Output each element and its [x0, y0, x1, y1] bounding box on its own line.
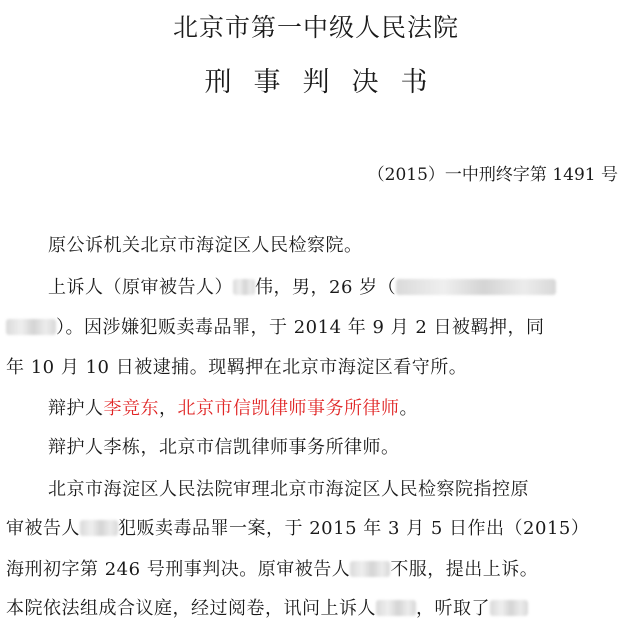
defender-1-line [48, 397, 626, 421]
defender-1-separator: ， [159, 398, 178, 419]
appellant-label: 上诉人（原审被告人） [48, 277, 233, 298]
paragraph-line-4-start: 本院依法组成合议庭，经过阅卷，讯问上诉人 [6, 598, 376, 619]
appellant-line-1 [48, 276, 626, 300]
paragraph-line-4-mid: ，听取了 [416, 598, 490, 619]
defender-1-end: 。 [399, 398, 418, 419]
paragraph-line-4 [6, 597, 626, 621]
prosecutor-line: 原公诉机关北京市海淀区人民检察院。 [48, 235, 363, 256]
redacted-name [350, 561, 390, 577]
paragraph-line-2-start: 审被告人 [6, 518, 80, 539]
appellant-info: 伟，男，26 岁（ [255, 277, 397, 298]
paragraph-line-3 [6, 558, 626, 582]
case-number: （2015）一中刑终字第 1491 号 [367, 165, 618, 185]
paragraph-line-3-end: 不服，提出上诉。 [390, 559, 539, 580]
redacted-id [396, 279, 556, 295]
redacted-address [6, 319, 56, 335]
document-type-title: 刑事判决书 [204, 67, 450, 98]
paragraph-line-2-end: 犯贩卖毒品罪一案，于 2015 年 3 月 5 日作出（2015） [118, 518, 590, 539]
paragraph-line-1: 北京市海淀区人民法院审理北京市海淀区人民检察院指控原 [48, 479, 529, 500]
paragraph-line-2 [6, 517, 626, 541]
redacted-name [80, 520, 118, 536]
paragraph-line-3-start: 海刑初字第 246 号刑事判决。原审被告人 [6, 559, 351, 580]
redacted-name [376, 600, 416, 616]
defender-1-prefix: 辩护人 [48, 398, 104, 419]
redacted-name [233, 279, 255, 295]
redacted-name [490, 600, 528, 616]
defender-1-name-link[interactable]: 李竞东 [103, 398, 159, 419]
appellant-line-3: 年 10 月 10 日被逮捕。现羁押在北京市海淀区看守所。 [6, 357, 468, 378]
defender-2-line: 辩护人李栋，北京市信凯律师事务所律师。 [48, 437, 400, 458]
appellant-line-2 [6, 316, 626, 340]
defender-1-firm-link[interactable]: 北京市信凯律师事务所律师 [177, 398, 400, 419]
court-name: 北京市第一中级人民法院 [172, 13, 459, 42]
detention-info: ）。因涉嫌犯贩卖毒品罪，于 2014 年 9 月 2 日被羁押，同 [56, 317, 545, 338]
